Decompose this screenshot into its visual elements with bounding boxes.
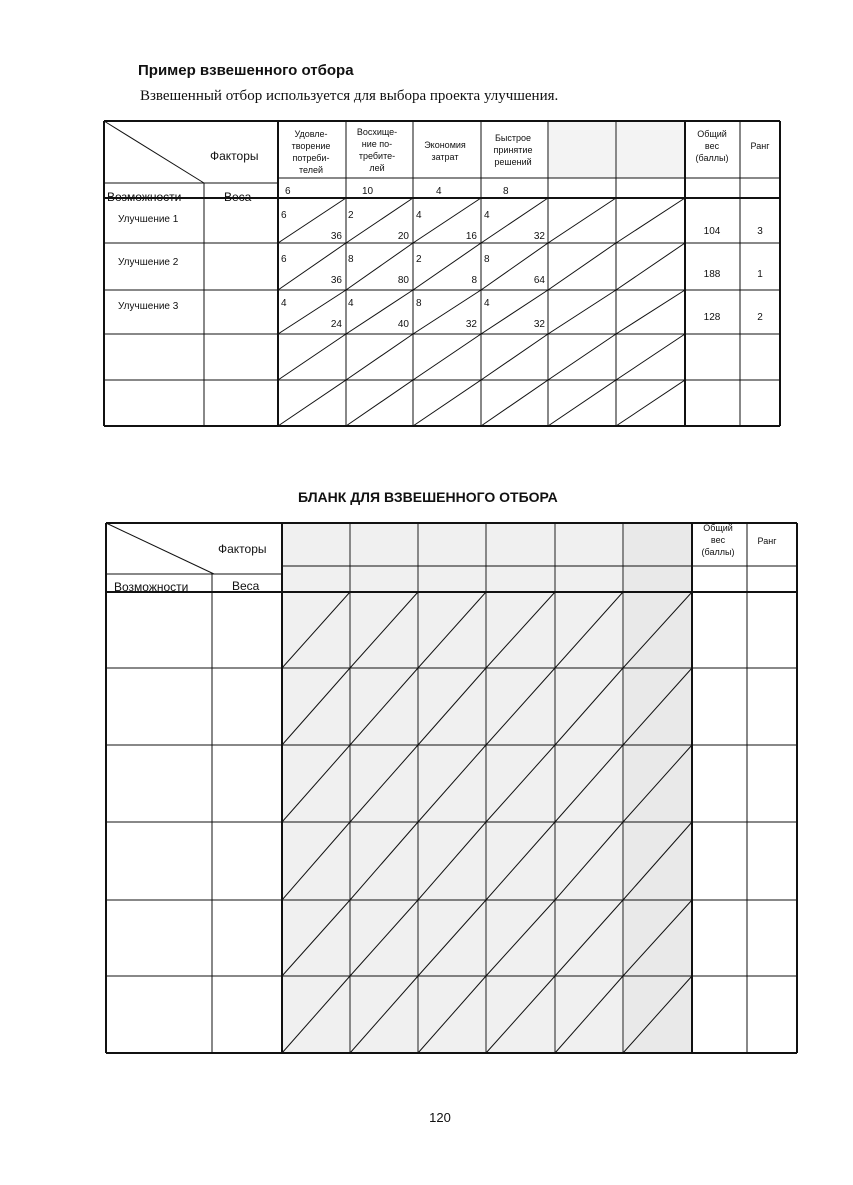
- total-header-line-3: (баллы): [695, 153, 729, 163]
- row-1-score-1: 6: [281, 210, 287, 221]
- opportunities-label: Возможности: [107, 190, 182, 204]
- row-1-score-2: 2: [348, 210, 354, 221]
- row-3-weighted-3: 32: [465, 319, 477, 330]
- row-1-weighted-2: 20: [397, 231, 409, 242]
- factor-1-line-1: Удовле-: [294, 129, 328, 139]
- factor-2-line-3: требите-: [358, 151, 396, 161]
- weight-2: 10: [362, 186, 374, 197]
- row-2-score-2: 8: [348, 254, 354, 265]
- blank-opportunities-label: Возможности: [114, 580, 189, 594]
- total-header-line-2: вес: [704, 141, 720, 151]
- factor-4-line-3: решений: [494, 157, 532, 167]
- row-2-weighted-3: 8: [471, 275, 477, 286]
- row-3-label: Улучшение 3: [118, 301, 179, 312]
- row-1-weighted-1: 36: [330, 231, 342, 242]
- row-2-score-1: 6: [281, 254, 287, 265]
- row-2-rank: 1: [757, 269, 763, 280]
- row-3-weighted-4: 32: [533, 319, 545, 330]
- row-3-total: 128: [703, 312, 721, 323]
- blank-total-header-line-3: (баллы): [701, 547, 735, 557]
- shaded-column: [487, 524, 554, 1052]
- factors-label: Факторы: [210, 149, 259, 163]
- shaded-column: [283, 524, 349, 1052]
- row-3-score-3: 8: [416, 298, 422, 309]
- shaded-column: [556, 524, 622, 1052]
- row-1-weighted-4: 32: [533, 231, 545, 242]
- weight-3: 4: [436, 186, 442, 197]
- weight-1: 6: [285, 186, 291, 197]
- shaded-column: [351, 524, 417, 1052]
- factor-1-line-4: телей: [298, 165, 324, 175]
- row-1-score-4: 4: [484, 210, 490, 221]
- shaded-column: [624, 524, 691, 1052]
- row-2-score-4: 8: [484, 254, 490, 265]
- shaded-column: [419, 524, 485, 1052]
- row-3-rank: 2: [757, 312, 763, 323]
- factor-2-line-2: ние по-: [361, 139, 393, 149]
- factor-1-line-3: потреби-: [292, 153, 330, 163]
- weight-4: 8: [503, 186, 509, 197]
- row-2-total: 188: [703, 269, 721, 280]
- page-number: 120: [429, 1110, 451, 1125]
- row-3-weighted-2: 40: [397, 319, 409, 330]
- factor-4-line-1: Быстрое: [494, 133, 532, 143]
- row-3-score-4: 4: [484, 298, 490, 309]
- factor-2-line-1: Восхище-: [356, 127, 398, 137]
- row-1-weighted-3: 16: [465, 231, 477, 242]
- intro-text: Взвешенный отбор используется для выбора проекта улучшения.: [140, 88, 559, 104]
- row-2-weighted-1: 36: [330, 275, 342, 286]
- total-header-line-1: Общий: [697, 129, 727, 139]
- row-2-label: Улучшение 2: [118, 257, 179, 268]
- blank-form-title: БЛАНК ДЛЯ ВЗВЕШЕННОГО ОТБОРА: [298, 489, 558, 505]
- row-3-score-2: 4: [348, 298, 354, 309]
- blank-factors-label: Факторы: [218, 542, 267, 556]
- factor-1-line-2: творение: [291, 141, 331, 151]
- factor-2-line-4: лей: [369, 163, 385, 173]
- weights-label: Веса: [224, 190, 252, 204]
- row-1-label: Улучшение 1: [118, 214, 179, 225]
- rank-header: Ранг: [750, 141, 770, 151]
- row-1-total: 104: [703, 226, 721, 237]
- row-2-weighted-4: 64: [533, 275, 545, 286]
- factor-3-line-1: Экономия: [424, 140, 466, 150]
- blank-total-header-line-2: вес: [710, 535, 726, 545]
- row-1-score-3: 4: [416, 210, 422, 221]
- row-1-rank: 3: [757, 226, 763, 237]
- corner-diagonal: [106, 523, 214, 574]
- factor-4-line-2: принятие: [493, 145, 533, 155]
- blank-rank-header: Ранг: [757, 536, 777, 546]
- blank-weights-label: Веса: [232, 579, 260, 593]
- row-2-score-3: 2: [416, 254, 422, 265]
- row-3-weighted-1: 24: [330, 319, 342, 330]
- factor-3-line-2: затрат: [431, 152, 459, 162]
- page-title: Пример взвешенного отбора: [138, 62, 354, 79]
- row-3-score-1: 4: [281, 298, 287, 309]
- row-2-weighted-2: 80: [397, 275, 409, 286]
- blank-total-header-line-1: Общий: [703, 523, 733, 533]
